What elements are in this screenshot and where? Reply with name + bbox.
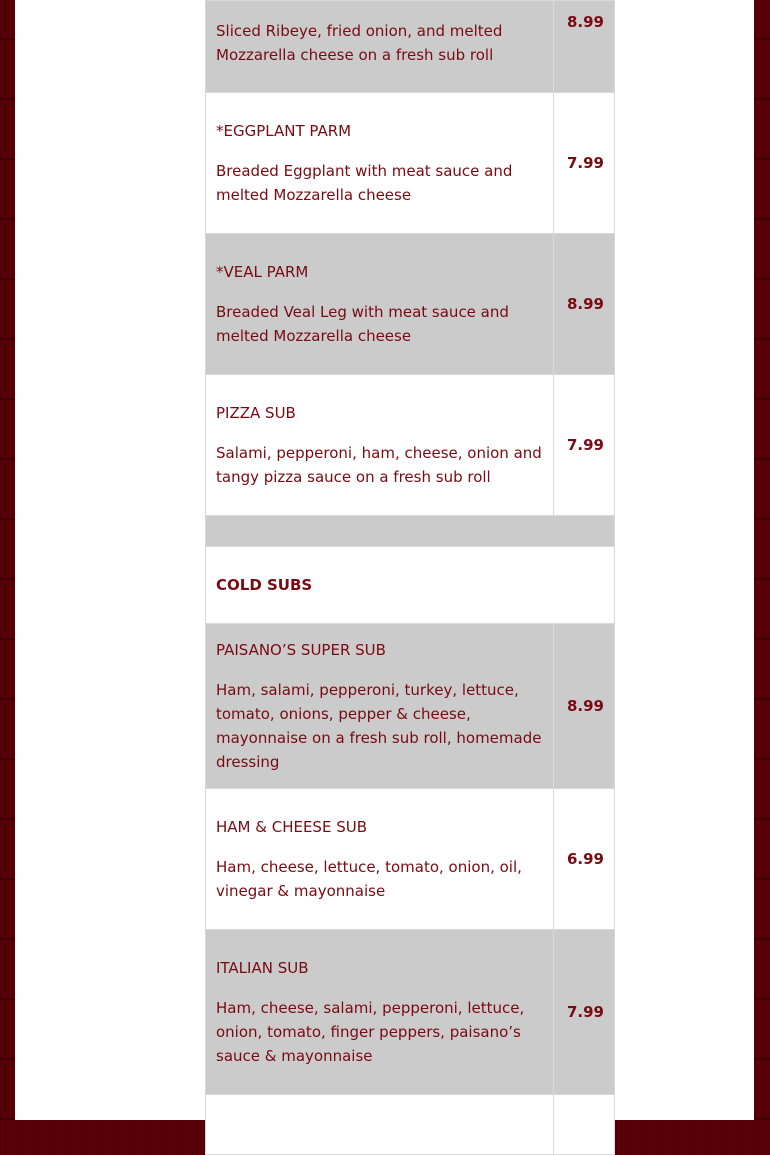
- section-spacer: [206, 516, 615, 547]
- menu-item-price: 8.99: [554, 234, 615, 375]
- menu-item-desc-cell: [206, 1, 554, 93]
- menu-item-desc-cell: [206, 375, 554, 516]
- menu-item-desc-cell: [206, 93, 554, 234]
- menu-item-price: 7.99: [554, 930, 615, 1095]
- menu-item-description: Sliced Ribeye, fried onion, and melted Mozzarella cheese on a fresh sub roll: [216, 22, 503, 64]
- menu-item-name: *EGGPLANT PARM: [216, 122, 352, 140]
- menu-item-description: Ham, cheese, salami, pepperoni, lettuce, onion, tomato, finger peppers, paisano’s sauce & mayonnaise: [216, 999, 525, 1065]
- menu-item-row: [206, 1095, 615, 1155]
- menu-item-row: [206, 624, 615, 789]
- menu-item-description: Ham, cheese, lettuce, tomato, onion, oil, vinegar & mayonnaise: [216, 858, 522, 900]
- menu-item-desc-cell: [206, 234, 554, 375]
- menu-item-price: 8.99: [554, 624, 615, 789]
- menu-item-row: [206, 1, 615, 93]
- menu-item-description: Breaded Veal Leg with meat sauce and melted Mozzarella cheese: [216, 303, 509, 345]
- menu-item-description: Ham, salami, pepperoni, turkey, lettuce, tomato, onions, pepper & cheese, mayonnaise on a fresh sub roll, homemade dressing: [216, 681, 542, 771]
- menu-item-name: ITALIAN SUB: [216, 959, 309, 977]
- menu-item-row: [206, 234, 615, 375]
- section-header-row: [206, 547, 615, 624]
- menu-item-name: PIZZA SUB: [216, 404, 296, 422]
- menu-item-price: 8.99: [554, 1, 615, 93]
- menu-item-price: 7.99: [554, 375, 615, 516]
- menu-item-price: 6.99: [554, 789, 615, 930]
- page-content: [15, 0, 754, 1120]
- menu-item-desc-cell: [206, 624, 554, 789]
- menu-item-name: HAM & CHEESE SUB: [216, 818, 367, 836]
- menu-item-name: *VEAL PARM: [216, 263, 309, 281]
- spacer-cell: [206, 516, 615, 547]
- menu-item-desc-cell: [206, 930, 554, 1095]
- menu-item-description: Salami, pepperoni, ham, cheese, onion and tangy pizza sauce on a fresh sub roll: [216, 444, 542, 486]
- menu-item-row: [206, 375, 615, 516]
- menu-item-price: 7.99: [554, 93, 615, 234]
- menu-item-price-cell: [554, 1095, 615, 1155]
- menu-item-name: PAISANO’S SUPER SUB: [216, 641, 386, 659]
- menu-item-row: [206, 93, 615, 234]
- menu-item-row: [206, 930, 615, 1095]
- section-title-cold-subs: COLD SUBS: [206, 547, 615, 624]
- menu-item-desc-cell: [206, 1095, 554, 1155]
- menu-item-row: [206, 789, 615, 930]
- menu-item-description: Breaded Eggplant with meat sauce and melted Mozzarella cheese: [216, 162, 513, 204]
- menu-table: [205, 0, 615, 1155]
- menu-item-desc-cell: [206, 789, 554, 930]
